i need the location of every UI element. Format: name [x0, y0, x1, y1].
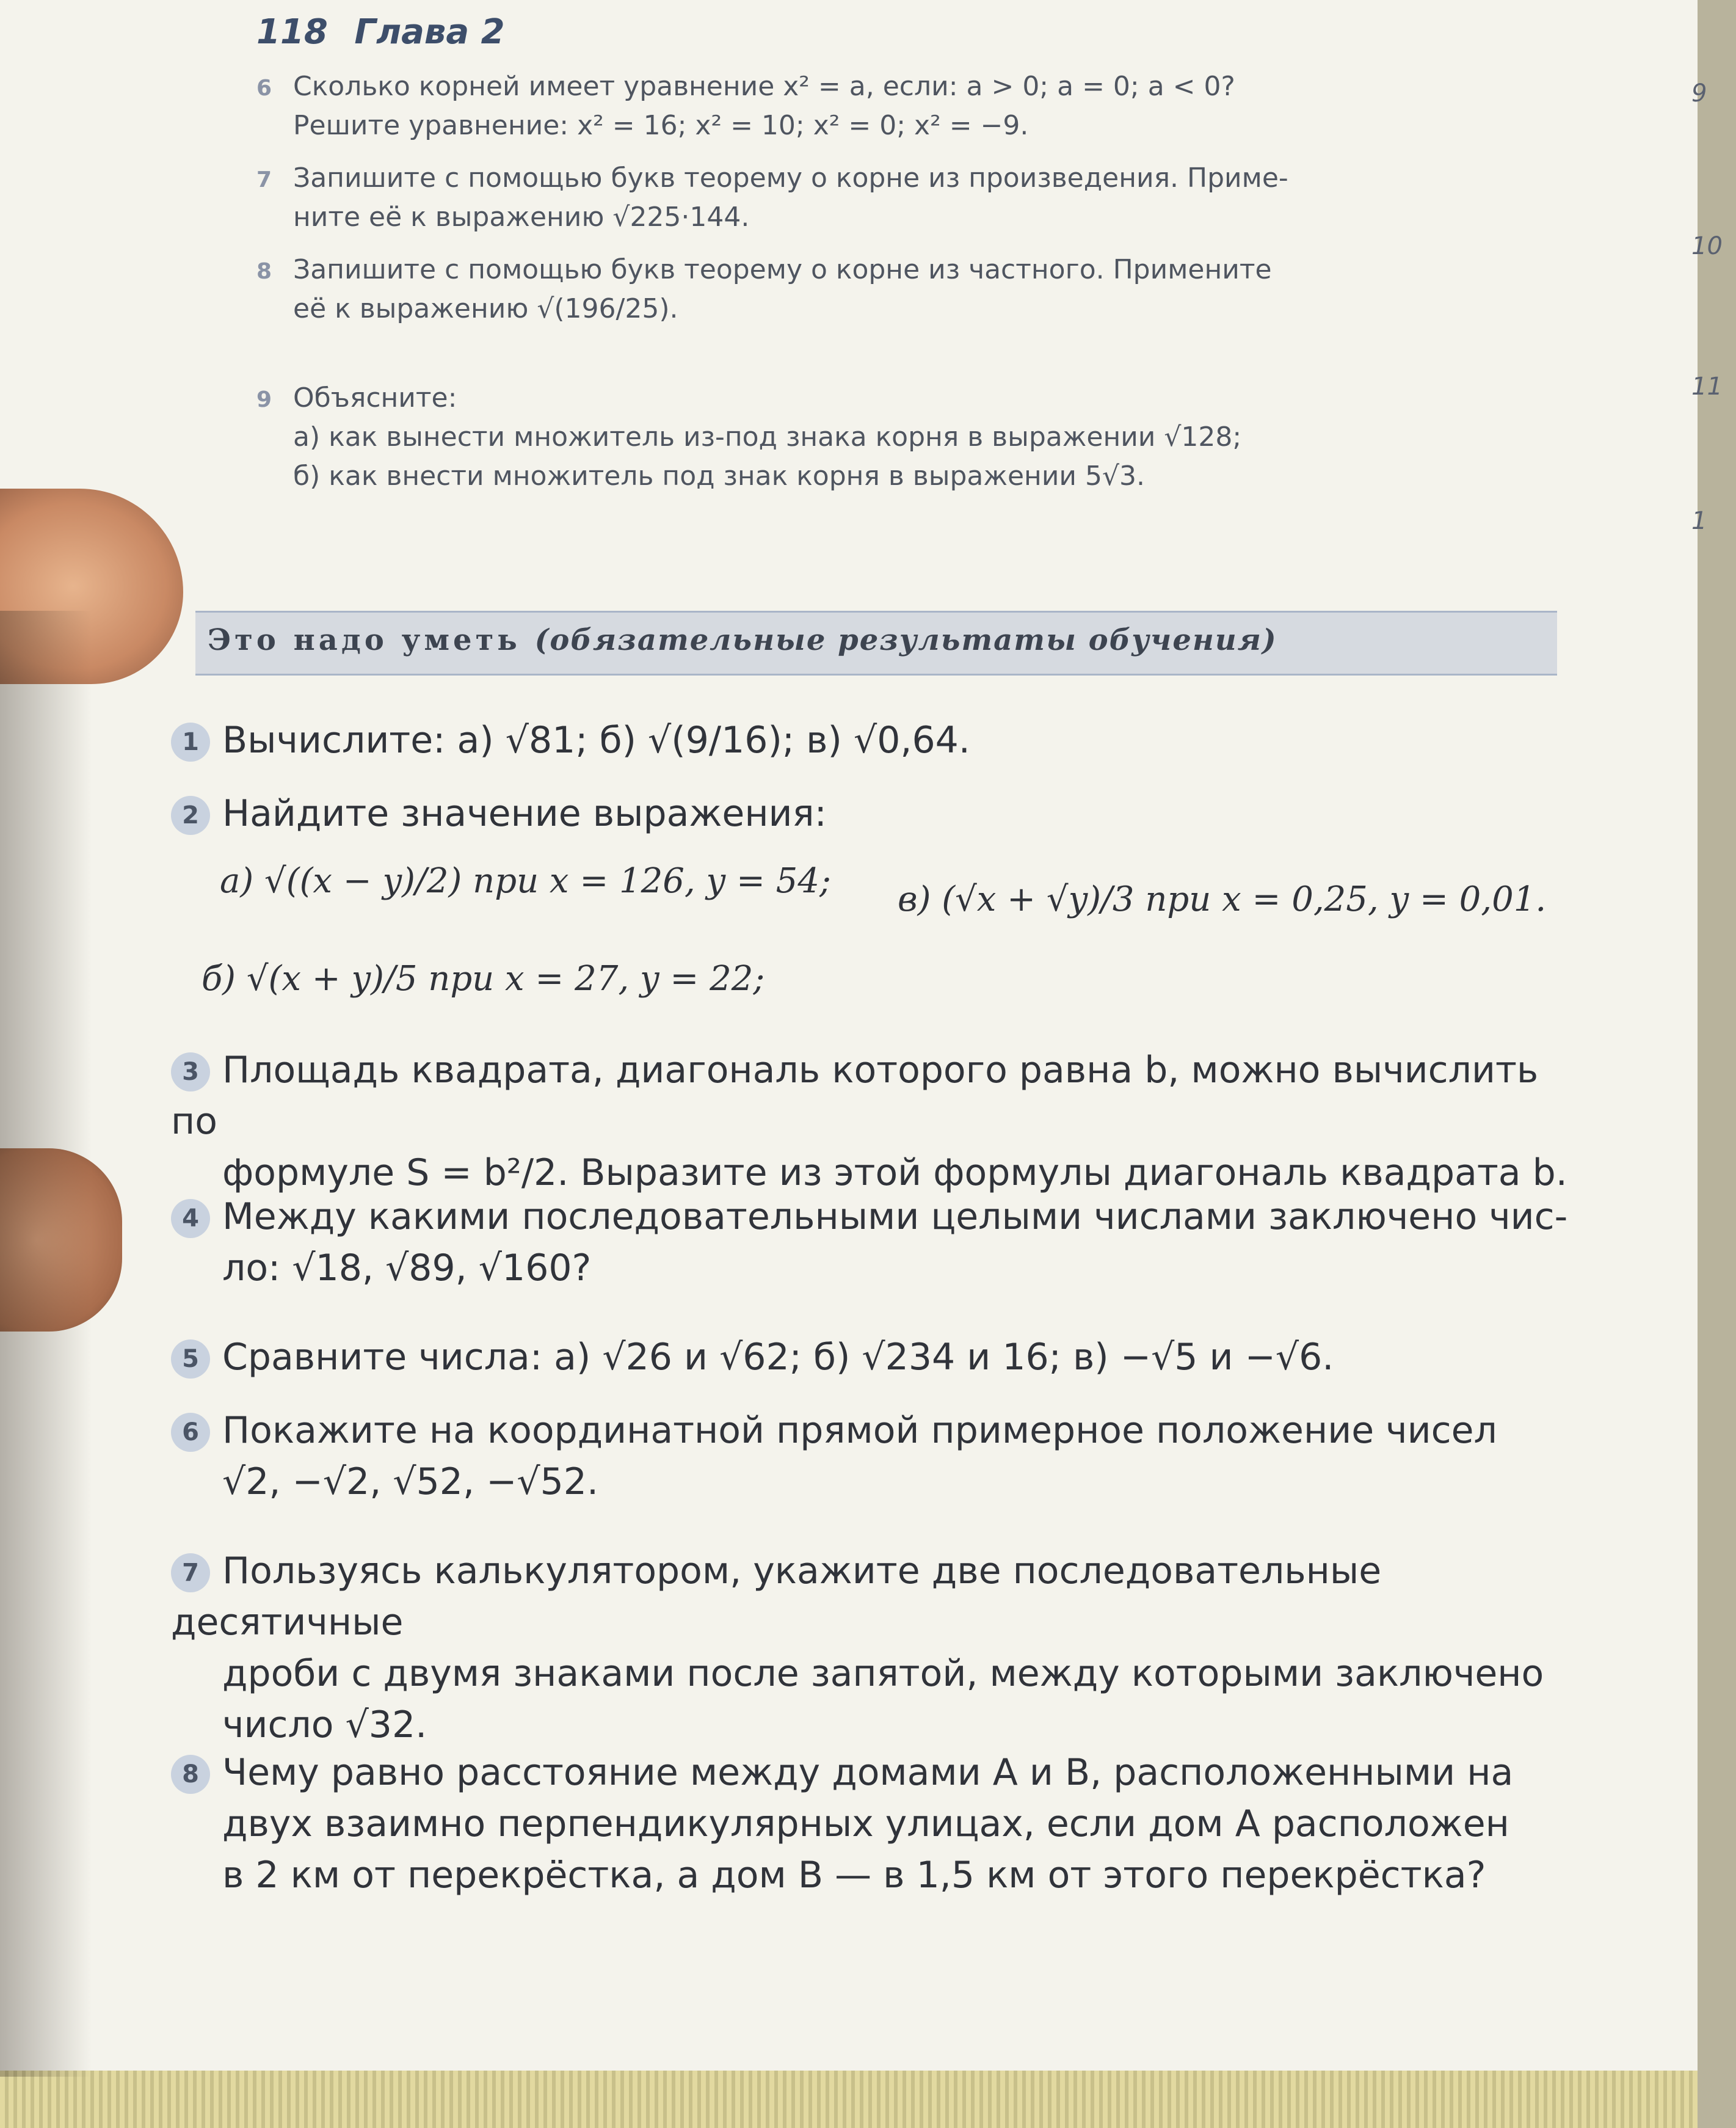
task-number: 8 — [171, 1755, 210, 1794]
task-7 — [171, 1545, 1575, 1751]
question-number: 8 — [256, 259, 272, 284]
task-number: 4 — [171, 1199, 210, 1238]
task-2 — [171, 788, 1575, 839]
question-8 — [256, 250, 1508, 329]
page-stack-edge — [0, 2071, 1698, 2128]
task-6 — [171, 1405, 1575, 1507]
task-number: 3 — [171, 1052, 210, 1091]
task-text: Пользуясь калькулятором, укажите две последовательные десятичные — [171, 1550, 1382, 1644]
task-text: в 2 км от перекрёстка, а дом B — в 1,5 км от этого перекрёстка? — [222, 1854, 1486, 1897]
task-5 — [171, 1332, 1575, 1383]
margin-numbers — [1685, 0, 1736, 611]
page-shadow — [0, 611, 92, 2077]
margin-number: 10 — [1691, 232, 1723, 260]
task-text: Площадь квадрата, диагональ которого равна b, можно вычислить по — [171, 1049, 1539, 1143]
task-4 — [171, 1191, 1575, 1294]
question-text: Сколько корней имеет уравнение x² = a, если: a > 0; a = 0; a < 0? — [293, 71, 1235, 102]
question-text: б) как внести множитель под знак корня в выражении 5√3. — [293, 460, 1146, 492]
question-number: 7 — [256, 167, 272, 192]
margin-number: 9 — [1691, 79, 1707, 107]
page-header — [256, 12, 505, 52]
margin-number: 11 — [1691, 373, 1723, 401]
question-text: Объясните: — [293, 382, 457, 414]
task-number: 7 — [171, 1553, 210, 1592]
task-text: Покажите на координатной прямой примерное положение чисел — [222, 1409, 1497, 1452]
task-text: дроби с двумя знаками после запятой, между которыми заключено — [222, 1652, 1544, 1695]
chapter-title: Глава 2 — [354, 12, 505, 52]
task-text: Вычислите: а) √81; б) √(9/16); в) √0,64. — [222, 719, 970, 762]
task-text: число √32. — [222, 1703, 427, 1746]
question-7 — [256, 159, 1508, 237]
task-text: ло: √18, √89, √160? — [222, 1247, 592, 1289]
question-text: Запишите с помощью букв теорему о корне из произведения. Приме- — [293, 162, 1288, 194]
question-text: ните её к выражению √225·144. — [293, 201, 750, 233]
margin-number: 1 — [1691, 507, 1707, 535]
page-number: 118 — [256, 12, 328, 52]
task-2-item-a: а) √((x − y)/2) при x = 126, y = 54; — [220, 861, 831, 901]
question-9 — [256, 379, 1508, 495]
question-text: Решите уравнение: x² = 16; x² = 10; x² = 0; x² = −9. — [293, 109, 1029, 141]
task-text: Найдите значение выражения: — [222, 792, 827, 835]
task-number: 5 — [171, 1339, 210, 1379]
question-text: а) как вынести множитель из-под знака корня в выражении √128; — [293, 421, 1242, 453]
task-text: Чему равно расстояние между домами A и B, расположенными на — [222, 1751, 1514, 1794]
task-1 — [171, 715, 1575, 766]
task-2-item-b: б) √(x + y)/5 при x = 27, y = 22; — [202, 959, 765, 999]
task-number: 2 — [171, 796, 210, 835]
task-number: 1 — [171, 723, 210, 762]
task-number: 6 — [171, 1413, 210, 1452]
task-8 — [171, 1747, 1575, 1901]
task-2-item-v: в) (√x + √y)/3 при x = 0,25, y = 0,01. — [898, 880, 1547, 919]
task-text: Между какими последовательными целыми числами заключено чис- — [222, 1195, 1568, 1238]
task-text: двух взаимно перпендикулярных улицах, если дом A расположен — [222, 1802, 1509, 1845]
section-title — [208, 623, 1277, 657]
question-number: 9 — [256, 387, 272, 412]
question-number: 6 — [256, 76, 272, 101]
task-text: Сравните числа: а) √26 и √62; б) √234 и 16; в) −√5 и −√6. — [222, 1336, 1334, 1379]
task-text: формуле S = b²/2. Выразите из этой формулы диагональ квадрата b. — [222, 1151, 1567, 1194]
section-title-main: Это надо уметь — [208, 623, 521, 657]
question-6 — [256, 67, 1508, 145]
question-text: Запишите с помощью букв теорему о корне из частного. Примените — [293, 254, 1272, 285]
task-3 — [171, 1044, 1575, 1198]
task-text: √2, −√2, √52, −√52. — [222, 1460, 599, 1503]
section-subtitle: (обязательные результаты обучения) — [534, 623, 1277, 657]
question-text: её к выражению √(196/25). — [293, 293, 678, 324]
